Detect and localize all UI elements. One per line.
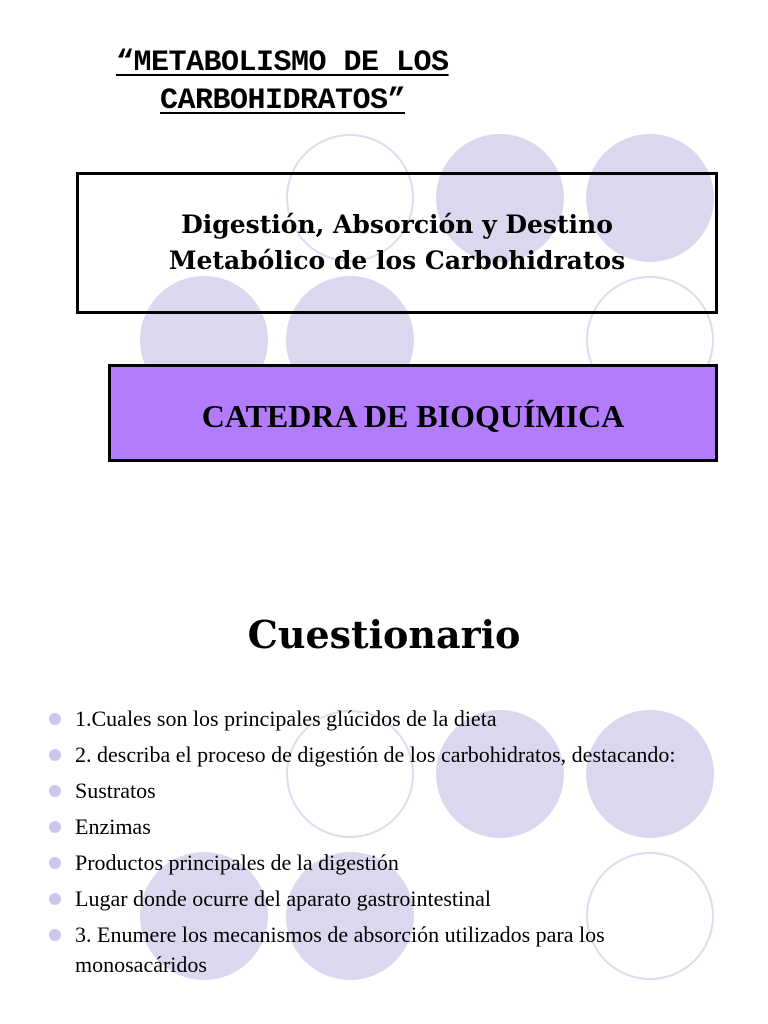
bullet-icon <box>49 749 61 761</box>
bullet-icon <box>49 857 61 869</box>
subtitle-box <box>76 172 718 314</box>
list-item <box>48 812 738 842</box>
list-item-text: Productos principales de la digestión <box>75 850 399 875</box>
list-item <box>48 848 738 878</box>
list-item-text: Enzimas <box>75 814 151 839</box>
department-banner <box>108 364 718 462</box>
list-item <box>48 920 738 980</box>
list-item-text: Sustratos <box>75 778 156 803</box>
bullet-icon <box>49 893 61 905</box>
subtitle-line-2: Metabólico de los Carbohidratos <box>168 246 626 275</box>
list-item <box>48 776 738 806</box>
list-item <box>48 884 738 914</box>
list-item-text: 2. describa el proceso de digestión de los carbohidratos, destacando: <box>75 742 676 767</box>
list-item <box>48 740 738 770</box>
list-item-text: Lugar donde ocurre del aparato gastrointestinal <box>75 886 492 911</box>
list-item-text: 3. Enumere los mecanismos de absorción utilizados para los monosacáridos <box>75 922 605 977</box>
question-list <box>48 704 738 986</box>
bullet-icon <box>49 929 61 941</box>
main-title <box>100 44 580 120</box>
bullet-icon <box>49 821 61 833</box>
main-title-line-1: “METABOLISMO DE LOS <box>116 46 449 80</box>
questionnaire-title: Cuestionario <box>247 612 521 657</box>
department-label: CATEDRA DE BIOQUÍMICA <box>201 397 625 434</box>
list-item <box>48 704 738 734</box>
subtitle-line-1: Digestión, Absorción y Destino <box>181 210 613 239</box>
main-title-line-2: CARBOHIDRATOS” <box>160 84 406 118</box>
list-item-text: 1.Cuales son los principales glúcidos de la dieta <box>75 706 497 731</box>
bullet-icon <box>49 713 61 725</box>
bullet-icon <box>49 785 61 797</box>
